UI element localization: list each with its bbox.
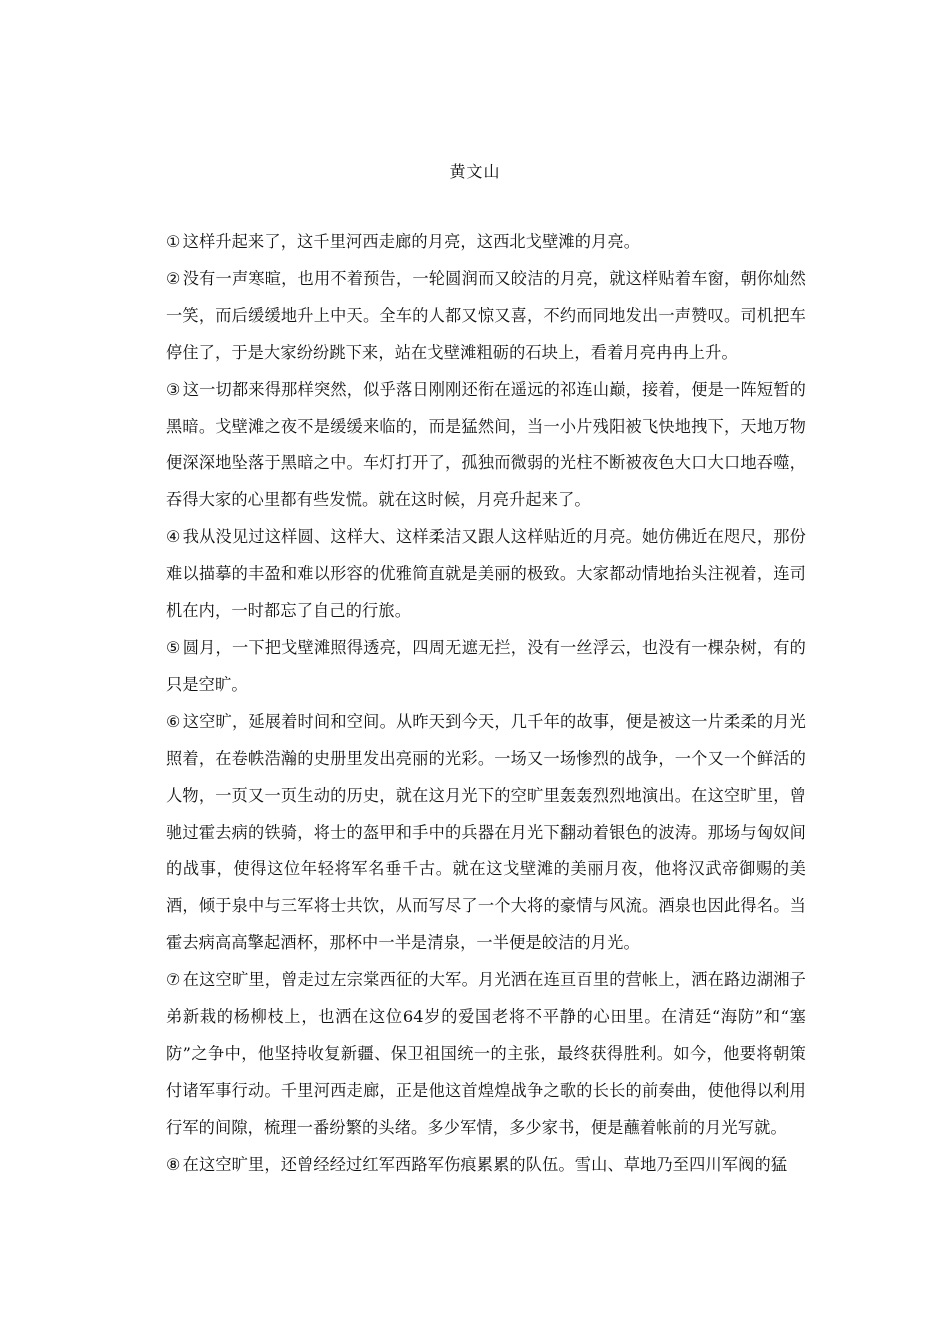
paragraph-5	[166, 630, 806, 704]
paragraph-text: 在这空旷里，还曾经经过红军西路军伤痕累累的队伍。雪山、草地乃至四川军阀的猛	[182, 1154, 788, 1174]
paragraph-text: 圆月，一下把戈壁滩照得透亮，四周无遮无拦，没有一丝浮云，也没有一棵杂树，有的只是空旷。	[166, 637, 806, 694]
paragraph-number: ③	[166, 379, 181, 399]
paragraph-3	[166, 372, 806, 520]
paragraph-number: ⑦	[166, 970, 181, 990]
paragraph-text: 在这空旷里，曾走过左宗棠西征的大军。月光洒在连亘百里的营帐上，洒在路边湖湘子弟新栽的杨柳枝上，也洒在这位64岁的爱国老将不平静的心田里。在清廷“海防”和“塞防”之争中，他坚持收复新疆、保卫祖国统一的主张，最终获得胜利。如今，他要将朝策付诸军事行动。千里河西走廊，正是他这首煌煌战争之歌的长长的前奏曲，使他得以利用行军的间隙，梳理一番纷繁的头绪。多少军情，多少家书，便是蘸着帐前的月光写就。	[166, 970, 806, 1137]
paragraph-text: 这样升起来了，这千里河西走廊的月亮，这西北戈壁滩的月亮。	[182, 232, 641, 251]
paragraph-4	[166, 519, 806, 630]
paragraph-text: 这空旷，延展着时间和空间。从昨天到今天，几千年的故事，便是被这一片柔柔的月光照着，在卷帙浩瀚的史册里发出亮丽的光彩。一场又一场惨烈的战争，一个又一个鲜活的人物，一页又一页生动的历史，就在这月光下的空旷里轰轰烈烈地演出。在这空旷里，曾驰过霍去病的铁骑，将士的盔甲和手中的兵器在月光下翻动着银色的波涛。那场与匈奴间的战事，使得这位年轻将军名垂千古。就在这戈壁滩的美丽月夜，他将汉武帝御赐的美酒，倾于泉中与三军将士共饮，从而写尽了一个大将的豪情与风流。酒泉也因此得名。当霍去病高高擎起酒杯，那杯中一半是清泉，一半便是皎洁的月光。	[166, 711, 806, 953]
paragraph-1	[166, 224, 806, 261]
paragraph-text: 我从没见过这样圆、这样大、这样柔洁又跟人这样贴近的月亮。她仿佛近在咫尺，那份难以描摹的丰盈和难以形容的优雅简直就是美丽的极致。大家都动情地抬头注视着，连司机在内，一时都忘了自己的行旅。	[166, 527, 806, 621]
paragraph-number: ⑤	[166, 637, 181, 657]
paragraph-number: ②	[166, 268, 181, 288]
paragraph-number: ⑥	[166, 711, 181, 731]
paragraph-number: ④	[166, 527, 181, 547]
article-body	[166, 224, 806, 1184]
paragraph-7	[166, 962, 806, 1147]
paragraph-text: 没有一声寒暄，也用不着预告，一轮圆润而又皎洁的月亮，就这样贴着车窗，朝你灿然一笑，而后缓缓地升上中天。全车的人都又惊又喜，不约而同地发出一声赞叹。司机把车停住了，于是大家纷纷跳下来，站在戈壁滩粗砺的石块上，看着月亮冉冉上升。	[166, 268, 806, 362]
paragraph-8	[166, 1147, 806, 1184]
paragraph-number: ①	[166, 232, 181, 251]
paragraph-2	[166, 261, 806, 372]
paragraph-number: ⑧	[166, 1154, 181, 1174]
paragraph-6	[166, 704, 806, 962]
paragraph-text: 这一切都来得那样突然，似乎落日刚刚还衔在遥远的祁连山巅，接着，便是一阵短暂的黑暗。戈壁滩之夜不是缓缓来临的，而是猛然间，当一小片残阳被飞快地拽下，天地万物便深深地坠落于黑暗之中。车灯打开了，孤独而微弱的光柱不断被夜色大口大口地吞噬，吞得大家的心里都有些发慌。就在这时候，月亮升起来了。	[166, 379, 806, 510]
author-name: 黄文山	[449, 162, 501, 181]
